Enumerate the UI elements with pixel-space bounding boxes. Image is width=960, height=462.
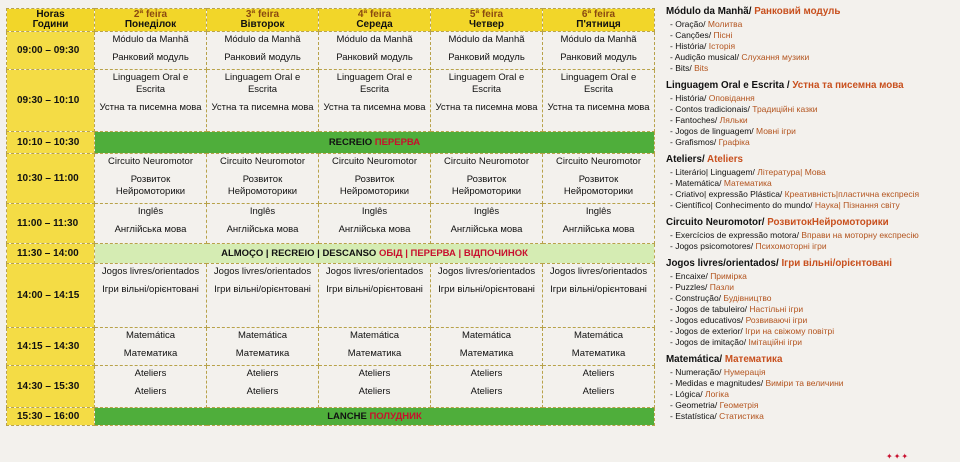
activity-pt: Matemática [573,330,624,341]
legend-section-title [666,154,956,165]
break-band [95,132,655,154]
activity-pt: Inglês [361,206,388,217]
activity-uk: Устна та писемна мова [211,102,314,113]
activity-uk: Ранковий модуль [560,52,637,63]
legend-title-pt: Matemática/ [666,354,723,365]
activity-cell [543,70,655,132]
legend-item-pt: Jogos de imitação/ [675,337,747,347]
legend-item-pt: Geometria/ [675,400,718,410]
day-header-pt: 2ª feira [133,9,168,20]
activity-uk: Ateliers [246,386,279,397]
activity-pt: Inglês [585,206,612,217]
legend-item: - Fantoches/ Ляльки [670,115,748,125]
legend-title-pt: Módulo da Manhã/ [666,6,752,17]
legend-item-uk: Виміри та величини [765,378,844,388]
activity-cell [543,328,655,366]
legend-item: - Jogos de linguagem/ Мовні ігри [670,126,796,136]
activity-uk: Англійська мова [114,224,187,235]
legend-section-title [666,80,956,91]
legend-item: - Estatística/ Статистика [670,411,764,421]
activity-pt: Circuito Neuromotor [556,156,641,167]
legend-item: - Oração/ Молитва [670,19,743,29]
break-label-uk: ПОЛУДНИК [369,411,422,422]
legend-title-pt: Jogos livres/orientados/ [666,258,779,269]
day-header-uk: Понеділок [124,19,177,30]
legend-title-uk: Устна та писемна мова [792,80,904,91]
legend-item-uk: Ігри на свіжому повітрі [745,326,835,336]
legend-item-uk: Примірка [710,271,747,281]
schedule-row [7,32,655,70]
schedule-table [6,8,655,426]
activity-cell [431,204,543,244]
activity-uk: Розвиток Нейромоторики [339,174,410,197]
legend-title-uk: Ateliers [707,154,743,165]
legend-item: - Criativo| expressão Plástica/ Креативність|пластична експресія [670,189,920,199]
break-label-pt: RECREIO [328,137,373,148]
activity-cell [431,264,543,328]
legend-title-uk: Ранковий модуль [754,6,841,17]
legend-section [666,80,956,148]
time-slot: 11:00 – 11:30 [7,204,95,244]
legend-item: - Exercícios de expressão motora/ Вправи на моторну експресію [670,230,919,240]
break-label-uk: ОБІД | ПЕРЕРВА | ВІДПОЧИНОК [378,248,528,259]
legend-item: - Grafismos/ Графіка [670,137,750,147]
legend-item-pt: Numeração/ [675,367,722,377]
activity-pt: Módulo da Manhã [560,34,637,45]
activity-uk: Устна та писемна мова [99,102,202,113]
legend-item-uk: Настільні ігри [749,304,804,314]
day-header-pt: 4ª feira [357,9,392,20]
legend-item: - Jogos de exterior/ Ігри на свіжому повітрі [670,326,835,336]
activity-uk: Розвиток Нейромоторики [115,174,186,197]
activity-pt: Módulo da Manhã [448,34,525,45]
legend-item-uk: Креативність|пластична експресія [784,189,920,199]
legend-item-pt: Criativo| expressão Plástica/ [675,189,783,199]
activity-cell [431,366,543,408]
break-label-uk: ПЕРЕРВА [374,137,421,148]
legend-item: - História/ Історія [670,41,736,51]
legend-item-uk: Ляльки [719,115,748,125]
activity-uk: Ранковий модуль [336,52,413,63]
legend-item-uk: Статистика [719,411,764,421]
legend-title-uk: Ігри вільні/орієнтовані [781,258,892,269]
day-header [543,9,655,32]
legend-item-pt: Canções/ [675,30,712,40]
legend-item-pt: Contos tradicionais/ [675,104,750,114]
activity-cell [207,32,319,70]
activity-uk: Ранковий модуль [448,52,525,63]
day-header-uk: Середа [356,19,393,30]
legend-section [666,258,956,348]
activity-cell [207,70,319,132]
legend-item-uk: Мовні ігри [756,126,796,136]
schedule-row [7,366,655,408]
time-header-pt: Horas [36,9,65,20]
break-band [95,408,655,426]
schedule-band-row [7,132,655,154]
activity-uk: Ранковий модуль [224,52,301,63]
time-slot: 14:00 – 14:15 [7,264,95,328]
activity-uk: Математика [571,348,626,359]
legend-item: - Canções/ Пісні [670,30,733,40]
activity-uk: Устна та писемна мова [547,102,650,113]
legend-item: - Contos tradicionais/ Традиційні казки [670,104,818,114]
time-header-uk: Години [32,19,69,30]
schedule-row [7,70,655,132]
activity-pt: Linguagem Oral e Escrita [560,72,637,95]
activity-pt: Matemática [237,330,288,341]
legend-section [666,354,956,422]
legend-item-pt: Construção/ [675,293,722,303]
activity-pt: Jogos livres/orientados [101,266,200,277]
activity-uk: Розвиток Нейромоторики [227,174,298,197]
legend-item: - Científico| Conhecimento do mundo/ Наука| Пізнання світу [670,200,900,210]
activity-pt: Módulo da Manhã [336,34,413,45]
activity-cell [95,366,207,408]
time-slot: 10:10 – 10:30 [7,132,95,154]
legend-item: - Bits/ Bits [670,63,709,73]
activity-cell [95,154,207,204]
schedule-row [7,154,655,204]
day-header-uk: Четвер [468,19,505,30]
legend-item: - Jogos de tabuleiro/ Настільні ігри [670,304,804,314]
legend-item-pt: Jogos de linguagem/ [675,126,754,136]
activity-pt: Inglês [473,206,500,217]
activity-pt: Circuito Neuromotor [444,156,529,167]
legend-item-pt: Lógica/ [675,389,703,399]
activity-pt: Linguagem Oral e Escrita [336,72,413,95]
legend-title-pt: Linguagem Oral e Escrita / [666,80,790,91]
legend-item-uk: Літературa| Мова [757,167,826,177]
legend-item-uk: Вправи на моторну експресію [801,230,919,240]
activity-uk: Ігри вільні/орієнтовані [214,284,311,295]
legend-item-pt: Matemática/ [675,178,722,188]
legend-item: - Encaixe/ Примірка [670,271,747,281]
activity-cell [319,32,431,70]
activity-pt: Matemática [461,330,512,341]
activity-pt: Circuito Neuromotor [220,156,305,167]
activity-uk: Ігри вільні/орієнтовані [326,284,423,295]
activity-cell [95,32,207,70]
activity-pt: Módulo da Manhã [112,34,189,45]
activity-uk: Англійська мова [338,224,411,235]
legend-item-pt: Audição musical/ [674,52,739,62]
activity-uk: Англійська мова [450,224,523,235]
activity-uk: Ateliers [358,386,391,397]
activity-cell [543,204,655,244]
schedule-row [7,204,655,244]
activity-cell [543,32,655,70]
activity-cell [207,204,319,244]
activity-cell [207,154,319,204]
activity-pt: Matemática [349,330,400,341]
legend-item-pt: História/ [675,41,707,51]
legend-item-uk: Наука| Пізнання світу [814,200,900,210]
activity-pt: Ateliers [470,368,503,379]
activity-pt: Circuito Neuromotor [108,156,193,167]
activity-cell [207,366,319,408]
day-header-pt: 5ª feira [469,9,504,20]
activity-uk: Ранковий модуль [112,52,189,63]
legend-section-title [666,6,956,17]
activity-cell [319,70,431,132]
legend-title-pt: Ateliers/ [666,154,705,165]
legend-title-uk: РозвитокНейромоторики [767,217,889,228]
legend-section-title [666,354,956,365]
legend-item: - Construção/ Будівництво [670,293,772,303]
activity-uk: Устна та писемна мова [435,102,538,113]
activity-pt: Linguagem Oral e Escrita [448,72,525,95]
legend-item-pt: Exercícios de expressão motora/ [675,230,799,240]
legend-item-pt: Encaixe/ [675,271,708,281]
activity-uk: Англійська мова [226,224,299,235]
legend-item-pt: Jogos educativos/ [675,315,744,325]
publisher-logo: ✦✦✦ [886,452,910,461]
legend-item-uk: Традиційні казки [752,104,818,114]
time-slot: 09:30 – 10:10 [7,70,95,132]
legend-title-pt: Circuito Neuromotor/ [666,217,765,228]
activity-pt: Jogos livres/orientados [325,266,424,277]
time-slot: 14:30 – 15:30 [7,366,95,408]
activity-cell [319,366,431,408]
legend-item-pt: Fantoches/ [675,115,718,125]
activity-pt: Jogos livres/orientados [213,266,312,277]
time-slot: 14:15 – 14:30 [7,328,95,366]
schedule-body [7,32,655,426]
time-slot: 11:30 – 14:00 [7,244,95,264]
activity-pt: Inglês [137,206,164,217]
activity-pt: Linguagem Oral e Escrita [112,72,189,95]
activity-cell [431,32,543,70]
activity-cell [431,328,543,366]
legend-item-pt: Científico| Conhecimento do mundo/ [675,200,813,210]
legend-item: - Jogos educativos/ Розвиваючі ігри [670,315,808,325]
legend-section-title [666,217,956,228]
activity-pt: Linguagem Oral e Escrita [224,72,301,95]
activity-uk: Ateliers [134,386,167,397]
legend-item-pt: Jogos de tabuleiro/ [675,304,748,314]
schedule-header-row [7,9,655,32]
activity-cell [95,204,207,244]
legend-item-uk: Логіка [705,389,729,399]
activity-cell [207,264,319,328]
legend-item-uk: Пазли [709,282,734,292]
legend-item-uk: Оповідання [708,93,755,103]
legend-item-uk: Bits [694,63,709,73]
activity-uk: Ateliers [582,386,615,397]
schedule-row [7,328,655,366]
activity-cell [543,154,655,204]
activity-pt: Ateliers [134,368,167,379]
legend-item: - Literário| Linguagem/ Літературa| Мова [670,167,826,177]
legend-item-uk: Геометрія [719,400,759,410]
time-header [7,9,95,32]
activity-pt: Jogos livres/orientados [549,266,648,277]
time-slot: 10:30 – 11:00 [7,154,95,204]
schedule-band-row [7,244,655,264]
activity-cell [95,264,207,328]
legend-section-title [666,258,956,269]
day-header-uk: П'ятниця [576,19,621,30]
legend-item-pt: Grafismos/ [675,137,717,147]
legend-item: - História/ Оповідання [670,93,755,103]
day-header [431,9,543,32]
legend-item-uk: Історія [708,41,736,51]
day-header [207,9,319,32]
activity-uk: Англійська мова [562,224,635,235]
schedule-band-row [7,408,655,426]
activity-pt: Ateliers [246,368,279,379]
activity-uk: Ігри вільні/орієнтовані [438,284,535,295]
time-slot: 09:00 – 09:30 [7,32,95,70]
legend-item-pt: Jogos de exterior/ [675,326,743,336]
legend-item: - Matemática/ Математика [670,178,772,188]
activity-cell [319,264,431,328]
schedule-row [7,264,655,328]
activity-cell [431,154,543,204]
activity-uk: Математика [347,348,402,359]
legend-item-pt: Bits/ [675,63,692,73]
time-slot: 15:30 – 16:00 [7,408,95,426]
activity-pt: Inglês [249,206,276,217]
legend-item-pt: Puzzles/ [675,282,708,292]
legend-item-uk: Розвиваючі ігри [745,315,808,325]
legend-item-pt: Medidas e magnitudes/ [675,378,764,388]
break-label-pt: ALMOÇO | RECREIO | DESCANSO [221,248,377,259]
legend-item-uk: Нумерація [723,367,766,377]
legend-item-pt: Literário| Linguagem/ [675,167,755,177]
legend-item-pt: Oração/ [675,19,706,29]
activity-cell [319,204,431,244]
legend-section [666,154,956,211]
legend-item: - Jogos psicomotores/ Психомоторні ігри [670,241,827,251]
activity-uk: Ateliers [470,386,503,397]
legend-item-uk: Психомоторні ігри [755,241,827,251]
activity-pt: Jogos livres/orientados [437,266,536,277]
legend-item-uk: Молитва [707,19,743,29]
activity-cell [95,328,207,366]
activity-cell [319,154,431,204]
legend-item: - Medidas e magnitudes/ Виміри та величини [670,378,844,388]
activity-cell [431,70,543,132]
legend-title-uk: Математика [724,354,783,365]
activity-uk: Математика [123,348,178,359]
activity-uk: Ігри вільні/орієнтовані [550,284,647,295]
activity-cell [543,366,655,408]
activity-uk: Розвиток Нейромоторики [451,174,522,197]
activity-uk: Розвиток Нейромоторики [563,174,634,197]
activity-uk: Математика [235,348,290,359]
activity-pt: Circuito Neuromotor [332,156,417,167]
activity-uk: Ігри вільні/орієнтовані [102,284,199,295]
day-header-uk: Вівторок [240,19,285,30]
legend-section [666,217,956,252]
day-header [95,9,207,32]
activity-uk: Математика [459,348,514,359]
legend-item: - Numeração/ Нумерація [670,367,766,377]
activity-cell [95,70,207,132]
legend-item: - Lógica/ Логіка [670,389,729,399]
legend-item-pt: Jogos psicomotores/ [675,241,754,251]
break-band [95,244,655,264]
legend-item: - Jogos de imitação/ Імітаційні ігри [670,337,802,347]
legend-item-uk: Математика [723,178,772,188]
activity-pt: Ateliers [582,368,615,379]
legend-item: - Geometria/ Геометрія [670,400,759,410]
legend-item-uk: Графіка [718,137,750,147]
activity-pt: Ateliers [358,368,391,379]
activity-pt: Módulo da Manhã [224,34,301,45]
day-header-pt: 6ª feira [581,9,616,20]
activity-uk: Устна та писемна мова [323,102,426,113]
legend-item-uk: Пісні [713,30,733,40]
legend-item-uk: Слухання музики [741,52,810,62]
legend-item-uk: Будівництво [723,293,772,303]
activity-cell [543,264,655,328]
day-header [319,9,431,32]
legend-item: - Puzzles/ Пазли [670,282,734,292]
activity-legend [666,6,956,428]
activity-cell [319,328,431,366]
legend-item-uk: Імітаційні ігри [748,337,802,347]
legend-item-pt: História/ [675,93,707,103]
legend-item: - Audição musical/ Слухання музики [670,52,810,62]
activity-cell [207,328,319,366]
break-label-pt: LANCHE [327,411,367,422]
legend-item-pt: Estatística/ [675,411,717,421]
legend-section [666,6,956,74]
activity-pt: Matemática [125,330,176,341]
day-header-pt: 3ª feira [245,9,280,20]
